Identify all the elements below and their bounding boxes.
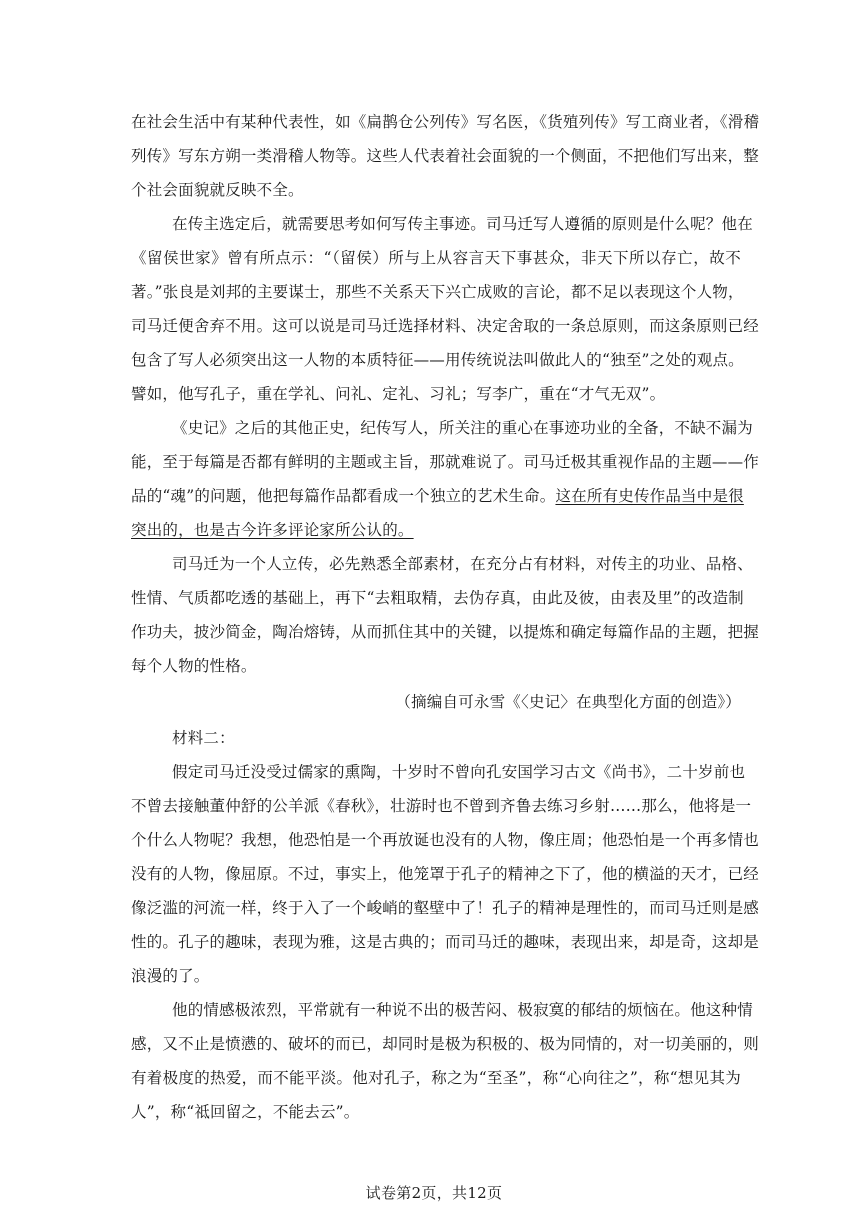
underlined-sentence: 突出的，也是古今许多评论家所公认的。	[131, 521, 414, 539]
source-citation: （摘编自可永雪《〈史记〉在典型化方面的创造》）	[395, 693, 741, 711]
paragraph-line: 列传》写东方朔一类滑稽人物等。这些人代表着社会面貌的一个侧面，不把他们写出来，整	[131, 147, 760, 165]
paragraph-line: 在社会生活中有某种代表性，如《扁鹊仓公列传》写名医，《货殖列传》写工商业者，《滑稽	[131, 113, 760, 131]
page-footer: 试卷第2页，共12页	[365, 1184, 503, 1202]
paragraph-line: 不曾去接触董仲舒的公羊派《春秋》，壮游时也不曾到齐鲁去练习乡射……那么，他将是一	[131, 797, 752, 815]
paragraph-line: 性情、气质都吃透的基础上，再下“去粗取精，去伪存真，由此及彼，由表及里”的改造制	[131, 589, 744, 607]
paragraph-line: 性的。孔子的趣味，表现为雅，这是古典的；而司马迁的趣味，表现出来，却是奇，这却是	[131, 933, 760, 951]
paragraph-line: 他的情感极浓烈，平常就有一种说不出的极苦闷、极寂寞的郁结的烦恼在。他这种情	[172, 1001, 753, 1019]
paragraph-line: 个社会面貌就反映不全。	[131, 181, 304, 199]
underlined-sentence: 这在所有史传作品当中是很	[555, 487, 744, 505]
paragraph-line: 著。”张良是刘邦的主要谋士，那些不关系天下兴亡成败的言论，都不足以表现这个人物，	[131, 283, 744, 301]
paragraph-line: 能，至于每篇是否都有鲜明的主题或主旨，那就难说了。司马迁极其重视作品的主题——作	[131, 453, 760, 471]
paragraph-line: 感，又不止是愤懑的、破坏的而已，却同时是极为积极的、极为同情的，对一切美丽的，则	[131, 1035, 760, 1053]
paragraph-line: 《留侯世家》曾有所点示：“（留侯）所与上从容言天下事甚众，非天下所以存亡，故不	[131, 249, 741, 267]
paragraph-text: 品的“魂”的问题，他把每篇作品都看成一个独立的艺术生命。	[131, 487, 556, 505]
paragraph-line	[131, 486, 744, 506]
paragraph-line: 司马迁便舍弃不用。这可以说是司马迁选择材料、决定舍取的一条总原则，而这条原则已经	[131, 317, 760, 335]
paragraph-line: 《史记》之后的其他正史，纪传写人，所关注的重心在事迹功业的全备，不缺不漏为	[172, 419, 753, 437]
paragraph-line: 譬如，他写孔子，重在学礼、问礼、定礼、习礼；写李广，重在“才气无双”。	[131, 385, 666, 403]
paragraph-line: 司马迁为一个人立传，必先熟悉全部素材，在充分占有材料，对传主的功业、品格、	[172, 555, 753, 573]
paragraph-line: 像泛滥的河流一样，终于入了一个峻峭的壑壁中了！孔子的精神是理性的，而司马迁则是感	[131, 899, 760, 917]
paragraph-line: 有着极度的热爱，而不能平淡。他对孔子，称之为“至圣”，称“心向往之”，称“想见其为	[131, 1069, 741, 1087]
paragraph-line: 浪漫的了。	[131, 967, 210, 985]
paragraph-line: 在传主选定后，就需要思考如何写传主事迹。司马迁写人遵循的原则是什么呢？他在	[172, 215, 753, 233]
paragraph-line: 包含了写人必须突出这一人物的本质特征——用传统说法叫做此人的“独至”之处的观点。	[131, 351, 744, 369]
paragraph-line: 个什么人物呢？我想，他恐怕是一个再放诞也没有的人物，像庄周；他恐怕是一个再多情也	[131, 831, 760, 849]
paragraph-line: 人”，称“祗回留之，不能去云”。	[131, 1103, 360, 1121]
paragraph-line: 每个人物的性格。	[131, 657, 257, 675]
paragraph-line: 作功夫，披沙简金，陶冶熔铸，从而抓住其中的关键，以提炼和确定每篇作品的主题，把握	[131, 623, 760, 641]
section-label: 材料二：	[172, 729, 235, 747]
paragraph-line: 没有的人物，像屈原。不过，事实上，他笼罩于孔子的精神之下了，他的横溢的天才，已经	[131, 865, 760, 883]
paragraph-line: 假定司马迁没受过儒家的熏陶，十岁时不曾向孔安国学习古文《尚书》，二十岁前也	[172, 763, 746, 781]
